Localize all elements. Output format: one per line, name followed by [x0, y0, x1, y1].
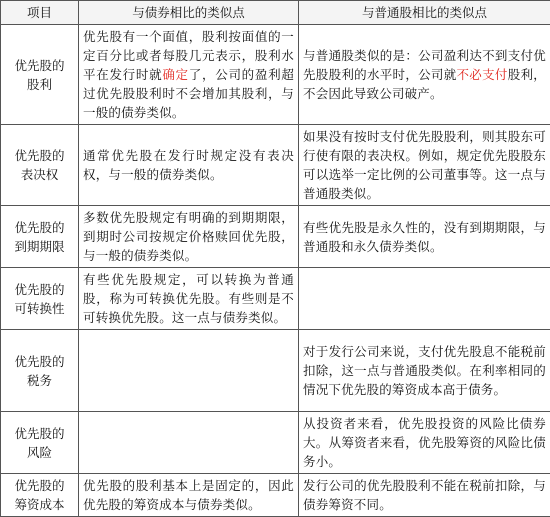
topic-cell: [1, 125, 79, 206]
topic-line-1: 优先股的: [14, 58, 64, 73]
table-row-voting: [1, 125, 550, 206]
bond-similarity-cell: 有些优先股规定，可以转换为普通股，称为可转换优先股。有些则是不可转换优先股。这一点与债券类似。: [79, 268, 299, 330]
topic-line-1: 优先股的: [14, 148, 64, 163]
topic-line-2: 到期期限: [14, 239, 64, 254]
topic-line-2: 表决权: [21, 167, 59, 182]
topic-line-2: 税务: [27, 373, 52, 388]
stock-similarity-cell: 发行公司的优先股股利不能在税前扣除，与债券筹资不同。: [299, 474, 550, 517]
table-row-financing-cost: [1, 474, 550, 517]
stock-similarity-cell: 从投资者来看，优先股投资的风险比债券大。从筹资者来看，优先股筹资的风险比债务小。: [299, 412, 550, 474]
bond-similarity-cell: [79, 25, 299, 125]
stock-text: 与普通股类似的是：公司盈利达不到支付优先股股利的水平时，公司就: [303, 48, 546, 82]
bond-similarity-cell: [79, 330, 299, 412]
topic-line-1: 优先股的: [14, 426, 64, 441]
bond-text: 优先股有一个面值，股利按面值的一定百分比或者每股几元表示，股利水平在发行时就: [83, 29, 294, 82]
stock-similarity-cell: 有些优先股是永久性的，没有到期期限，与普通股和永久债券类似。: [299, 206, 550, 268]
bond-text-cont: 了，公司的盈利超过优先股股利时不会增加其股利，与一般的债券类似。: [83, 67, 294, 120]
table-row-tax: [1, 330, 550, 412]
topic-line-1: 优先股的: [14, 220, 64, 235]
header-stock-similarity: 与普通股相比的类似点: [299, 1, 550, 25]
header-row: [1, 1, 550, 25]
topic-line-2: 可转换性: [14, 301, 64, 316]
table-row-risk: [1, 412, 550, 474]
stock-similarity-cell: 对于发行公司来说，支付优先股息不能税前扣除，这一点与普通股类似。在利率相同的情况下优先股的筹资成本高于债务。: [299, 330, 550, 412]
stock-text-cont: 股利，不会因此导致公司破产。: [303, 67, 546, 101]
bond-similarity-cell: 多数优先股规定有明确的到期期限，到期时公司按规定价格赎回优先股，与一般的债券类似。: [79, 206, 299, 268]
topic-line-1: 优先股的: [14, 478, 64, 493]
topic-cell: [1, 268, 79, 330]
topic-cell: [1, 25, 79, 125]
bond-highlight-text: 确定: [162, 67, 188, 82]
stock-similarity-cell: [299, 25, 550, 125]
header-item: 项目: [1, 1, 79, 25]
table-row-dividend: [1, 25, 550, 125]
stock-similarity-cell: 如果没有按时支付优先股股利，则其股东可行使有限的表决权。例如，规定优先股股东可以选举一定比例的公司董事等。这一点与普通股类似。: [299, 125, 550, 206]
topic-cell: [1, 206, 79, 268]
table-row-maturity: [1, 206, 550, 268]
bond-similarity-cell: 通常优先股在发行时规定没有表决权，与一般的债券类似。: [79, 125, 299, 206]
topic-cell: [1, 330, 79, 412]
topic-line-2: 股利: [27, 77, 52, 92]
topic-line-2: 风险: [27, 445, 52, 460]
table-row-convertibility: [1, 268, 550, 330]
topic-cell: [1, 412, 79, 474]
topic-line-1: 优先股的: [14, 354, 64, 369]
topic-line-1: 优先股的: [14, 282, 64, 297]
bond-similarity-cell: 优先股的股利基本上是固定的，因此优先股的筹资成本与债券类似。: [79, 474, 299, 517]
bond-similarity-cell: [79, 412, 299, 474]
header-bond-similarity: 与债券相比的类似点: [79, 1, 299, 25]
topic-line-2: 筹资成本: [14, 497, 64, 512]
topic-cell: [1, 474, 79, 517]
stock-highlight-text: 不必支付: [457, 67, 508, 82]
stock-similarity-cell: [299, 268, 550, 330]
